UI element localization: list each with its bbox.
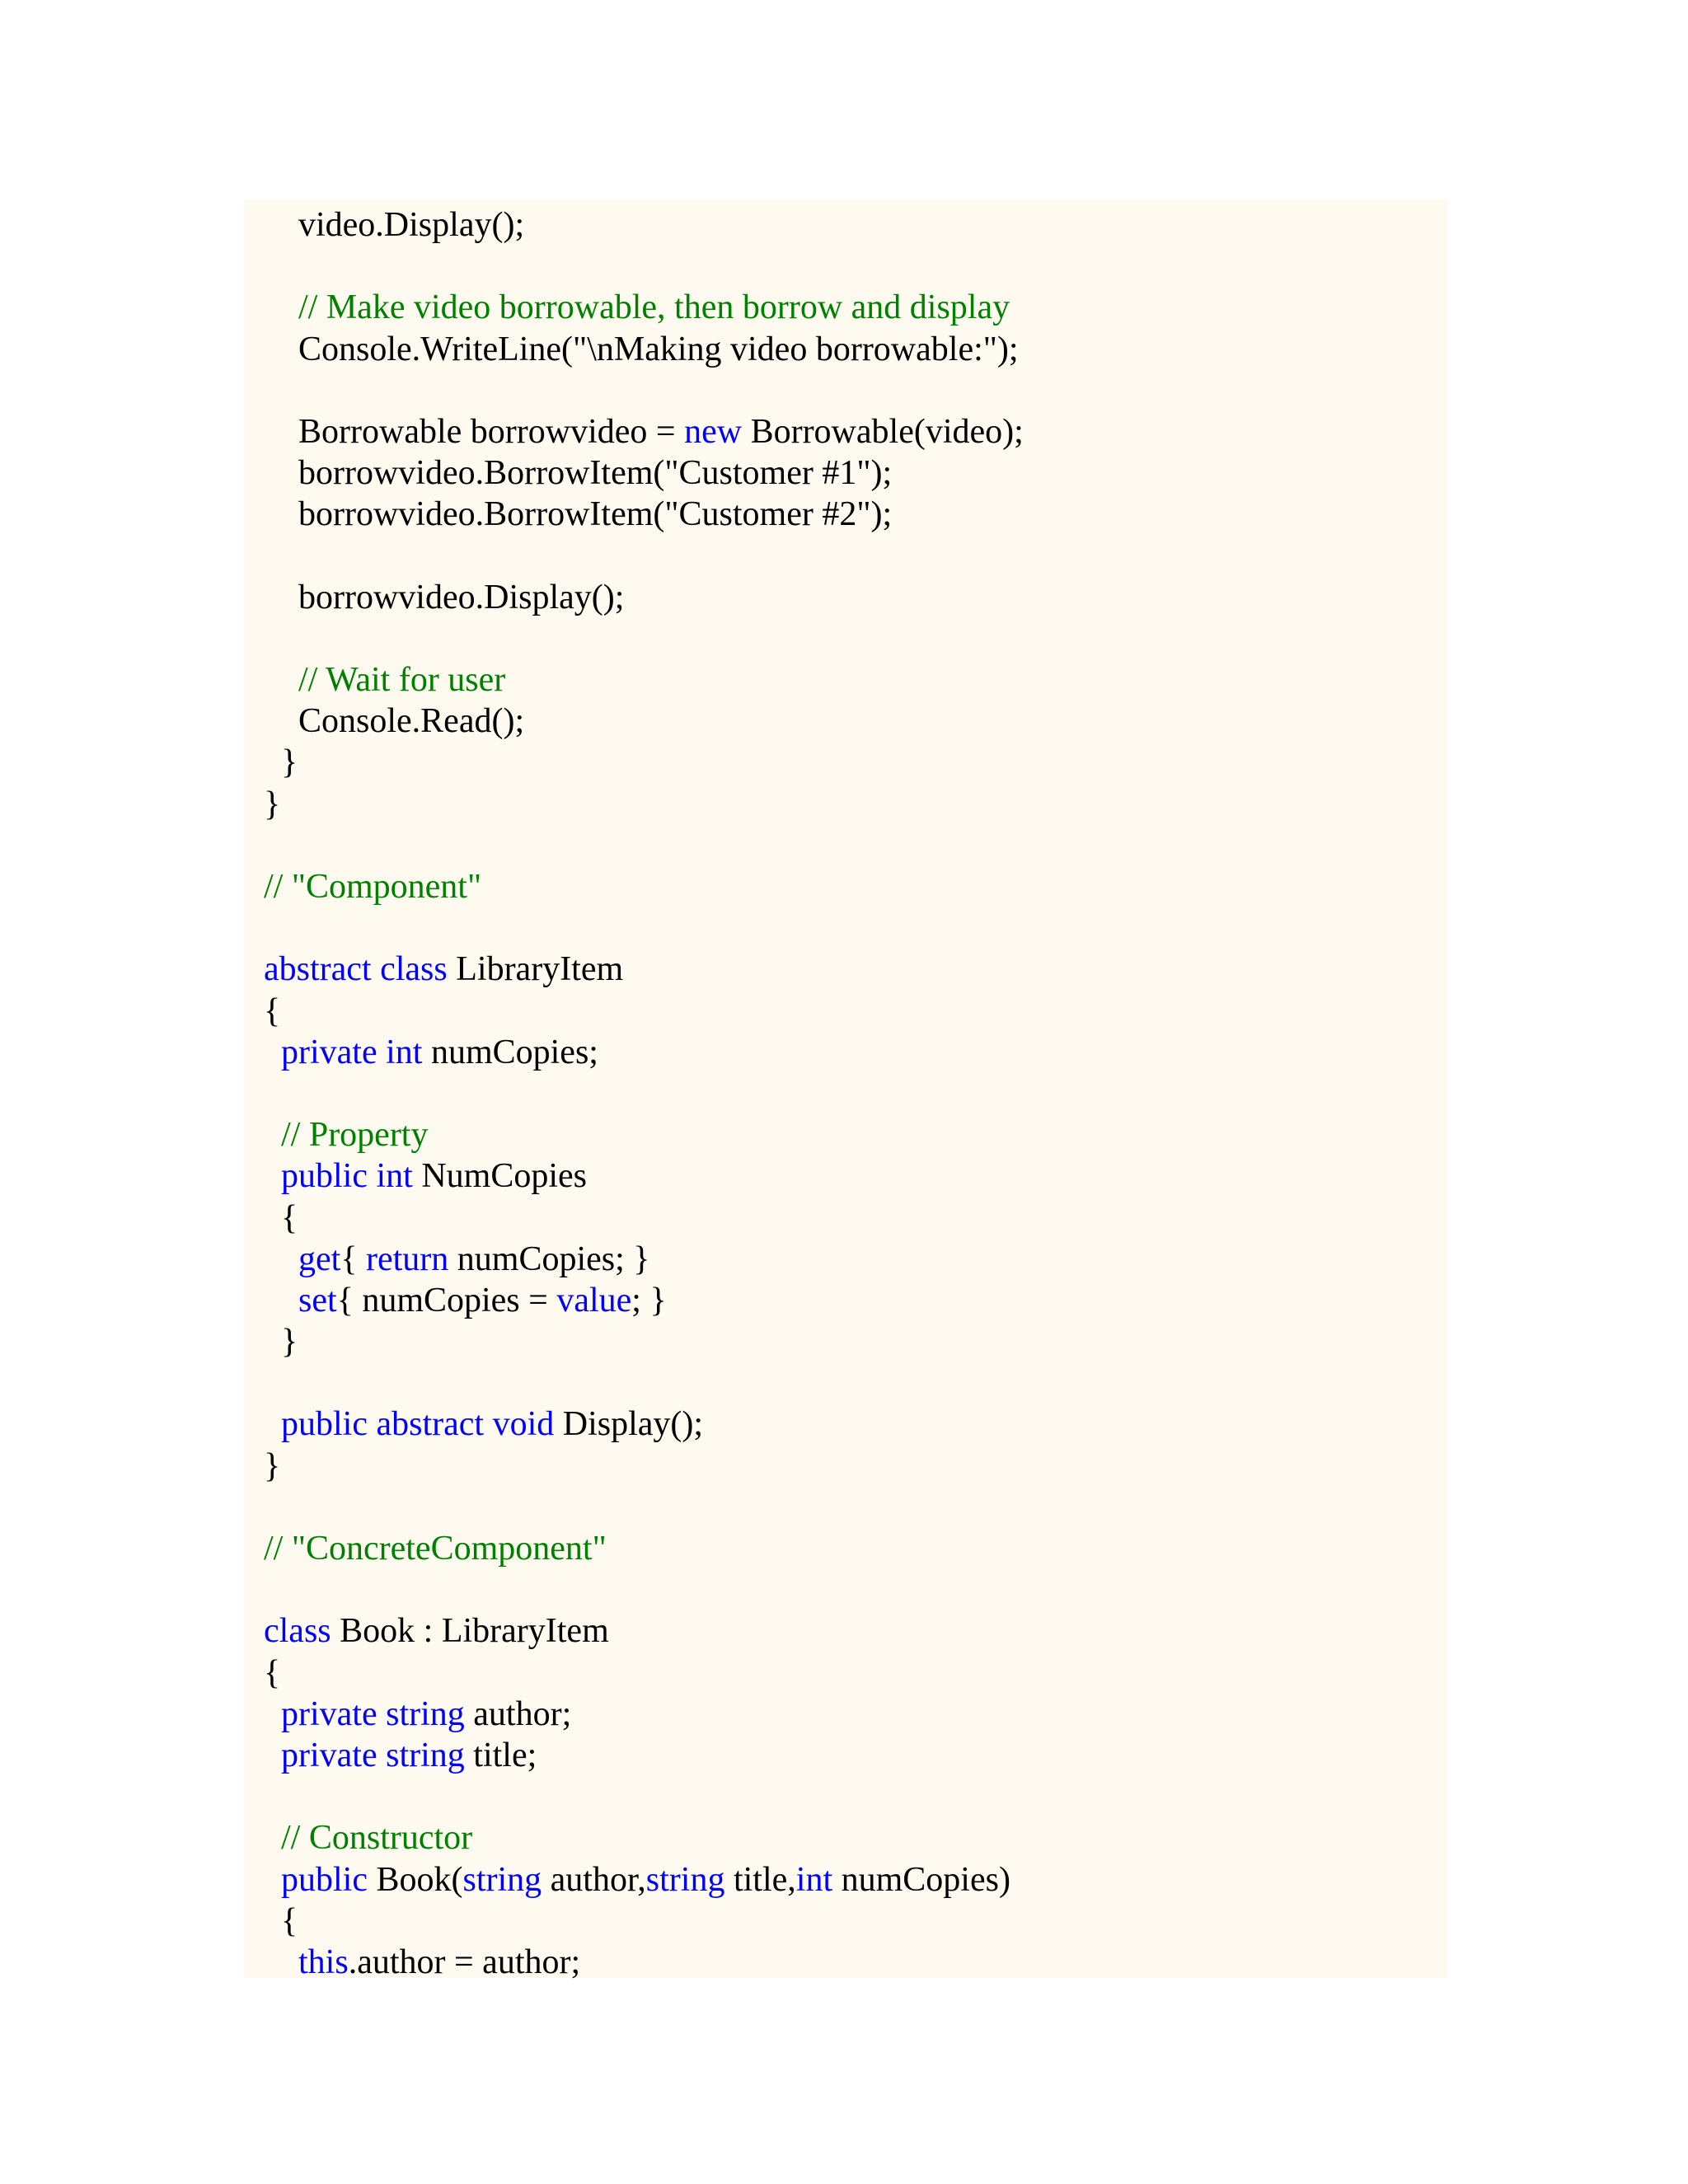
- code-text: }: [264, 1446, 281, 1485]
- code-text: [377, 1695, 387, 1733]
- code-keyword: get: [298, 1240, 341, 1278]
- code-line: [264, 701, 1024, 742]
- blank-code-line: [264, 825, 1024, 866]
- code-keyword: private: [281, 1033, 377, 1071]
- code-text: Book(: [367, 1860, 463, 1899]
- code-text: [264, 1736, 281, 1774]
- code-keyword: string: [386, 1736, 465, 1774]
- code-line: [264, 1197, 1024, 1239]
- code-text: author;: [464, 1694, 572, 1733]
- code-line: [264, 1652, 1024, 1694]
- code-line: [264, 949, 1024, 990]
- code-text: {: [264, 991, 281, 1030]
- code-text: [264, 1282, 298, 1319]
- code-keyword: new: [684, 412, 743, 451]
- blank-code-line: [264, 246, 1024, 287]
- code-line: [264, 494, 1024, 535]
- code-text: [264, 288, 298, 326]
- code-text: Console.Read();: [264, 702, 525, 741]
- code-keyword: this: [298, 1943, 349, 1981]
- blank-code-line: [264, 536, 1024, 577]
- code-comment: // "Component": [264, 868, 482, 906]
- code-keyword: int: [795, 1860, 833, 1899]
- code-text: Book : LibraryItem: [331, 1612, 609, 1651]
- code-text: [264, 1240, 298, 1278]
- code-text: borrowvideo.Display();: [264, 578, 625, 616]
- code-text: [264, 1695, 281, 1733]
- code-line: [264, 1735, 1024, 1776]
- code-keyword: return: [365, 1240, 449, 1278]
- code-line: [264, 452, 1024, 494]
- code-text: {: [340, 1240, 366, 1278]
- code-line: [264, 1942, 1024, 1983]
- code-line: [264, 1446, 1024, 1487]
- code-line: [264, 204, 1024, 246]
- code-text: title,: [724, 1860, 796, 1899]
- code-keyword: class: [264, 1612, 331, 1651]
- blank-code-line: [264, 1569, 1024, 1610]
- code-text: {: [264, 1198, 298, 1237]
- blank-code-line: [264, 1487, 1024, 1528]
- blank-code-line: [264, 1362, 1024, 1404]
- code-text: [368, 1157, 377, 1195]
- code-keyword: private: [281, 1736, 377, 1774]
- code-text: [264, 661, 298, 699]
- code-text: ; }: [631, 1281, 667, 1319]
- code-comment: // "ConcreteComponent": [264, 1530, 607, 1568]
- code-text: }: [264, 785, 281, 823]
- code-text: video.Display();: [264, 206, 525, 244]
- code-text: borrowvideo.BorrowItem("Customer #1");: [264, 454, 893, 493]
- code-text: [372, 950, 381, 988]
- blank-code-line: [264, 618, 1024, 659]
- code-line: [264, 1694, 1024, 1735]
- code-line: [264, 1321, 1024, 1362]
- code-line: [264, 1239, 1024, 1280]
- code-text: { numCopies =: [336, 1281, 557, 1319]
- code-comment: // Constructor: [281, 1819, 473, 1858]
- code-line: [264, 1280, 1024, 1321]
- code-text: .author = author;: [348, 1943, 581, 1981]
- blank-code-line: [264, 1776, 1024, 1817]
- code-text: [264, 1405, 281, 1443]
- blank-code-line: [264, 370, 1024, 411]
- code-line: [264, 991, 1024, 1032]
- code-line: [264, 1155, 1024, 1197]
- code-line: [264, 577, 1024, 618]
- code-text: Borrowable borrowvideo =: [264, 412, 685, 451]
- code-keyword: value: [556, 1281, 632, 1319]
- code-comment: // Make video borrowable, then borrow and display: [298, 288, 1010, 327]
- code-keyword: void: [492, 1405, 555, 1444]
- code-line: [264, 1817, 1024, 1858]
- code-line: [264, 1032, 1024, 1073]
- code-text: NumCopies: [412, 1157, 587, 1196]
- code-text: numCopies;: [422, 1033, 598, 1071]
- code-text: LibraryItem: [447, 950, 624, 989]
- code-text: }: [264, 743, 298, 782]
- code-text: }: [264, 1323, 298, 1361]
- code-text: borrowvideo.BorrowItem("Customer #2");: [264, 495, 893, 534]
- code-line: [264, 1900, 1024, 1942]
- code-keyword: public: [281, 1405, 368, 1444]
- code-text: numCopies): [832, 1860, 1010, 1899]
- code-keyword: set: [298, 1281, 337, 1319]
- code-text: [264, 1116, 281, 1154]
- code-line: [264, 411, 1024, 452]
- code-text: numCopies; }: [448, 1240, 650, 1278]
- code-text: author,: [542, 1860, 646, 1899]
- code-text: [264, 1033, 281, 1071]
- code-line: [264, 1610, 1024, 1652]
- code-text: [264, 1819, 281, 1857]
- code-line: [264, 329, 1024, 370]
- code-comment: // Property: [281, 1116, 429, 1155]
- code-keyword: string: [386, 1694, 465, 1733]
- code-text: Borrowable(video);: [742, 412, 1024, 451]
- code-text: {: [264, 1653, 281, 1692]
- code-text: [264, 1861, 281, 1899]
- code-text: [264, 1157, 281, 1195]
- code-keyword: public: [281, 1157, 368, 1196]
- code-keyword: abstract: [376, 1405, 485, 1444]
- blank-code-line: [264, 907, 1024, 949]
- code-text: {: [264, 1901, 298, 1940]
- code-line: [264, 1859, 1024, 1900]
- code-block: [264, 204, 1024, 1983]
- code-keyword: int: [376, 1157, 413, 1196]
- code-listing-panel: [244, 199, 1447, 1981]
- code-line: [264, 659, 1024, 701]
- code-line: [264, 287, 1024, 328]
- code-text: [368, 1405, 377, 1443]
- code-comment: // Wait for user: [298, 661, 506, 700]
- code-keyword: public: [281, 1860, 368, 1899]
- code-keyword: private: [281, 1694, 377, 1733]
- code-line: [264, 1114, 1024, 1155]
- code-keyword: abstract: [264, 950, 372, 989]
- code-line: [264, 742, 1024, 783]
- code-text: [264, 1943, 298, 1981]
- code-keyword: int: [386, 1033, 423, 1071]
- code-line: [264, 1404, 1024, 1445]
- code-text: [377, 1033, 387, 1071]
- code-keyword: string: [645, 1860, 725, 1899]
- code-line: [264, 1528, 1024, 1569]
- code-keyword: class: [380, 950, 448, 989]
- blank-code-line: [264, 1073, 1024, 1114]
- code-text: Console.WriteLine("\nMaking video borrowable:");: [264, 330, 1019, 368]
- code-text: [484, 1405, 493, 1443]
- code-text: [377, 1736, 387, 1774]
- code-line: [264, 866, 1024, 907]
- code-line: [264, 784, 1024, 825]
- code-text: title;: [464, 1736, 537, 1774]
- code-text: Display();: [554, 1405, 704, 1444]
- code-keyword: string: [462, 1860, 542, 1899]
